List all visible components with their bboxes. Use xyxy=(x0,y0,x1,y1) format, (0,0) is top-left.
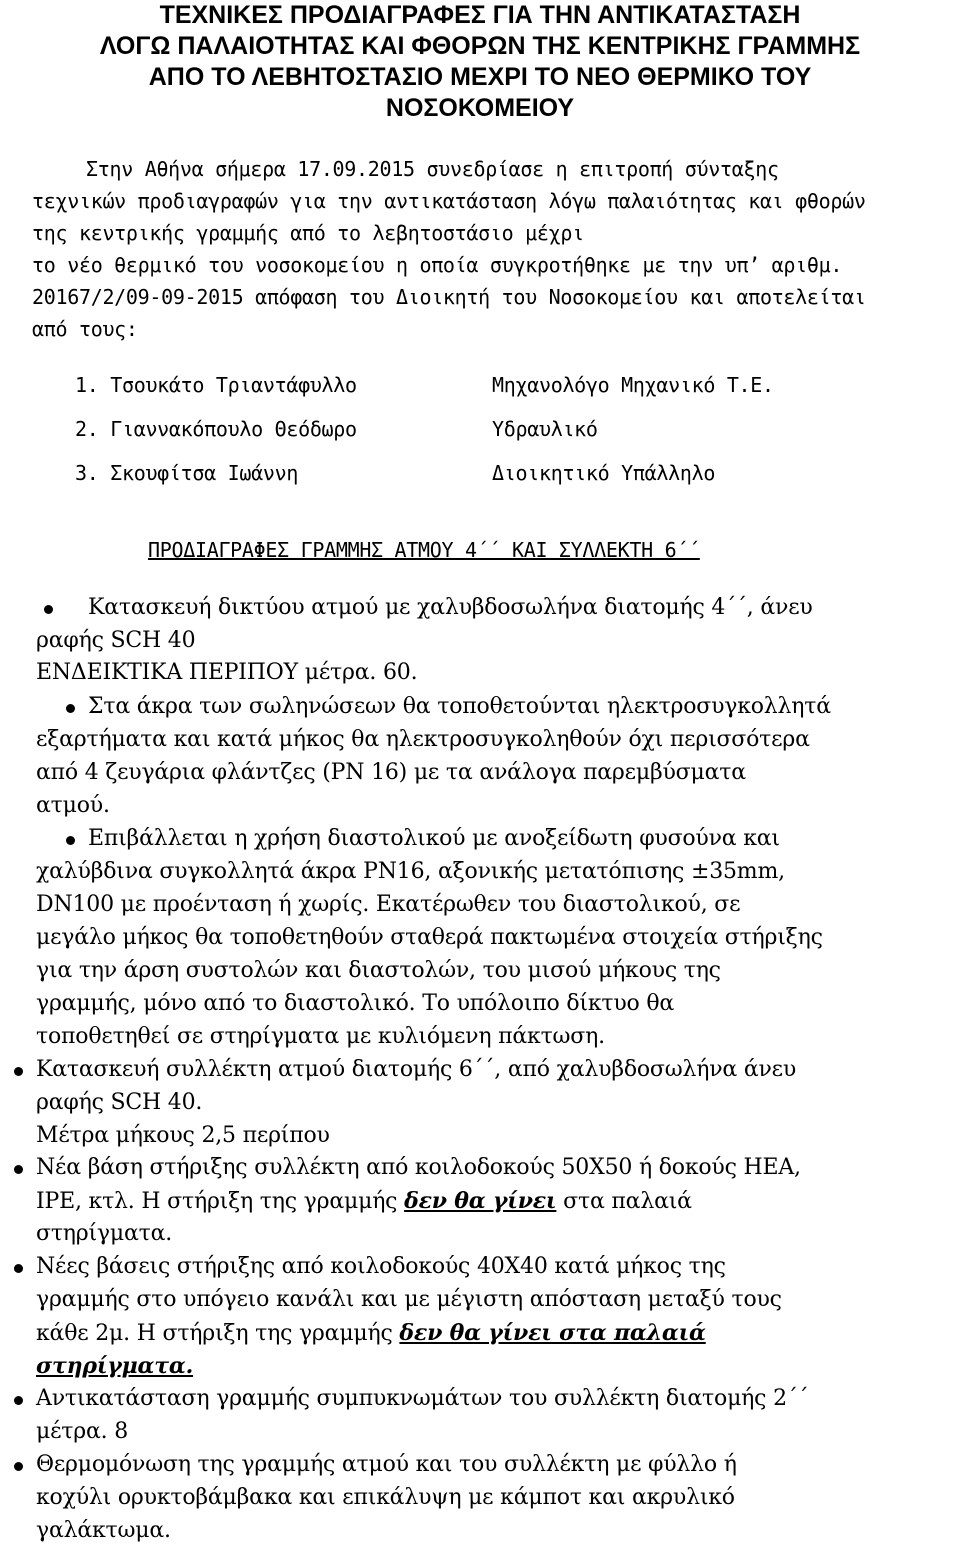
spec-line: χαλύβδινα συγκολλητά άκρα PN16, αξονικής μετατόπισης ±35mm, xyxy=(36,859,785,884)
intro-line-2: τεχνικών προδιαγραφών για την αντικατάσταση λόγω παλαιότητας και φθορών xyxy=(32,189,866,213)
intro-line-5: 20167/2/09-09-2015 απόφαση του Διοικητή του Νοσοκομείου και αποτελείται xyxy=(32,285,866,309)
emphasis-text: στηρίγματα. xyxy=(36,1353,194,1379)
section-heading: ΠΡΟΔΙΑΓΡΑΦΕΣ ΓΡΑΜΜΗΣ ΑΤΜΟΥ 4΄΄ ΚΑΙ ΣΥΛΛΕΚΤΗ 6΄΄ xyxy=(148,538,700,562)
document-title-line-1: ΤΕΧΝΙΚΕΣ ΠΡΟΔΙΑΓΡΑΦΕΣ ΓΙΑ ΤΗΝ ΑΝΤΙΚΑΤΑΣΤΑΣΗ xyxy=(159,1,801,29)
spec-line: Επιβάλλεται η χρήση διαστολικού με ανοξείδωτη φυσούνα και xyxy=(88,826,780,851)
spec-line: Θερμομόνωση της γραμμής ατμού και του συλλέκτη με φύλλο ή xyxy=(36,1452,737,1477)
spec-line: γραμμής, μόνο από το διαστολικό. Το υπόλοιπο δίκτυο θα xyxy=(36,991,675,1016)
spec-line xyxy=(36,1353,193,1379)
bullet-dot xyxy=(14,1067,23,1076)
emphasis-text: δεν θα γίνει xyxy=(404,1188,557,1214)
spec-line: μέτρα. 8 xyxy=(36,1419,129,1444)
spec-line: Νέα βάση στήριξης συλλέκτη από κοιλοδοκούς 50Χ50 ή δοκούς ΗΕΑ, xyxy=(36,1155,801,1180)
spec-line: Κατασκευή συλλέκτη ατμού διατομής 6΄΄, από χαλυβδοσωλήνα άνευ xyxy=(36,1057,797,1082)
spec-text: ΙΡΕ, κτλ. Η στήριξη της γραμμής xyxy=(36,1189,405,1214)
spec-line xyxy=(36,1188,692,1214)
bullet-dot xyxy=(14,1462,23,1471)
intro-line-1: Στην Αθήνα σήμερα 17.09.2015 συνεδρίασε η επιτροπή σύνταξης xyxy=(86,157,779,181)
bullet-dot xyxy=(14,1264,23,1273)
bullet-dot xyxy=(14,1396,23,1405)
intro-line-6: από τους: xyxy=(32,317,138,341)
spec-line: ραφής SCH 40. xyxy=(36,1090,203,1115)
bullet-dot xyxy=(66,704,75,713)
spec-line: εξαρτήματα και κατά μήκος θα ηλεκτροσυγκοληθούν όχι περισσότερα xyxy=(36,727,810,752)
spec-line: για την άρση συστολών και διαστολών, του μισού μήκους της xyxy=(36,958,721,983)
spec-line xyxy=(36,1320,706,1346)
spec-line: Νέες βάσεις στήριξης από κοιλοδοκούς 40Χ40 κατά μήκος της xyxy=(36,1254,726,1279)
spec-line: ραφής SCH 40 xyxy=(36,628,196,653)
member-name: 2. Γιαννακόπουλο Θεόδωρο xyxy=(75,417,357,441)
spec-line: Κατασκευή δικτύου ατμού με χαλυβδοσωλήνα διατομής 4΄΄, άνευ xyxy=(88,595,813,620)
document-title-line-2: ΛΟΓΩ ΠΑΛΑΙΟΤΗΤΑΣ ΚΑΙ ΦΘΟΡΩΝ ΤΗΣ ΚΕΝΤΡΙΚΗΣ ΓΡΑΜΜΗΣ xyxy=(99,32,861,60)
spec-line: στηρίγματα. xyxy=(36,1221,173,1246)
spec-line: τοποθετηθεί σε στηρίγματα με κυλιόμενη πάκτωση. xyxy=(36,1024,605,1049)
document-title-line-3: ΑΠΟ ΤΟ ΛΕΒΗΤΟΣΤΑΣΙΟ ΜΕΧΡΙ ΤΟ ΝΕΟ ΘΕΡΜΙΚΟ ΤΟΥ xyxy=(148,63,812,91)
member-role: Μηχανολόγο Μηχανικό Τ.Ε. xyxy=(492,373,774,397)
member-name: 1. Τσουκάτο Τριαντάφυλλο xyxy=(75,373,357,397)
member-role: Υδραυλικό xyxy=(492,417,598,441)
bullet-dot xyxy=(14,1165,23,1174)
intro-line-4: το νέο θερμικό του νοσοκομείου η οποία συγκροτήθηκε με την υπ’ αριθμ. xyxy=(32,253,843,277)
document-title-line-4: ΝΟΣΟΚΟΜΕΙΟΥ xyxy=(385,94,575,122)
spec-line: ΕΝΔΕΙΚΤΙΚΑ ΠΕΡΙΠΟΥ μέτρα. 60. xyxy=(36,660,418,685)
spec-line: κοχύλι ορυκτοβάμβακα και επικάλυψη με κάμποτ και ακρυλικό xyxy=(36,1485,735,1510)
spec-line: από 4 ζευγάρια φλάντζες (PN 16) με τα ανάλογα παρεμβύσματα xyxy=(36,760,746,785)
spec-line: γαλάκτωμα. xyxy=(36,1518,171,1543)
spec-text: κάθε 2μ. Η στήριξη της γραμμής xyxy=(36,1321,400,1346)
bullet-dot xyxy=(44,605,53,614)
spec-line: Στα άκρα των σωληνώσεων θα τοποθετούνται ηλεκτροσυγκολλητά xyxy=(88,694,831,719)
spec-line: ατμού. xyxy=(36,793,110,818)
emphasis-text: δεν θα γίνει στα παλαιά xyxy=(399,1320,706,1346)
spec-line: μεγάλο μήκος θα τοποθετηθούν σταθερά πακτωμένα στοιχεία στήριξης xyxy=(36,925,823,950)
bullet-dot xyxy=(66,836,75,845)
member-name: 3. Σκουφίτσα Ιωάννη xyxy=(75,461,299,485)
spec-line: γραμμής στο υπόγειο κανάλι και με μέγιστη απόσταση μεταξύ τους xyxy=(36,1287,782,1312)
spec-line: Αντικατάσταση γραμμής συμπυκνωμάτων του συλλέκτη διατομής 2΄΄ xyxy=(36,1386,809,1411)
spec-text: στα παλαιά xyxy=(556,1189,692,1214)
spec-line: DN100 με προένταση ή χωρίς. Εκατέρωθεν του διαστολικού, σε xyxy=(36,892,741,917)
intro-line-3: της κεντρικής γραμμής από το λεβητοστάσιο μέχρι xyxy=(32,221,584,245)
member-role: Διοικητικό Υπάλληλο xyxy=(492,461,716,485)
spec-line: Μέτρα μήκους 2,5 περίπου xyxy=(36,1123,330,1148)
